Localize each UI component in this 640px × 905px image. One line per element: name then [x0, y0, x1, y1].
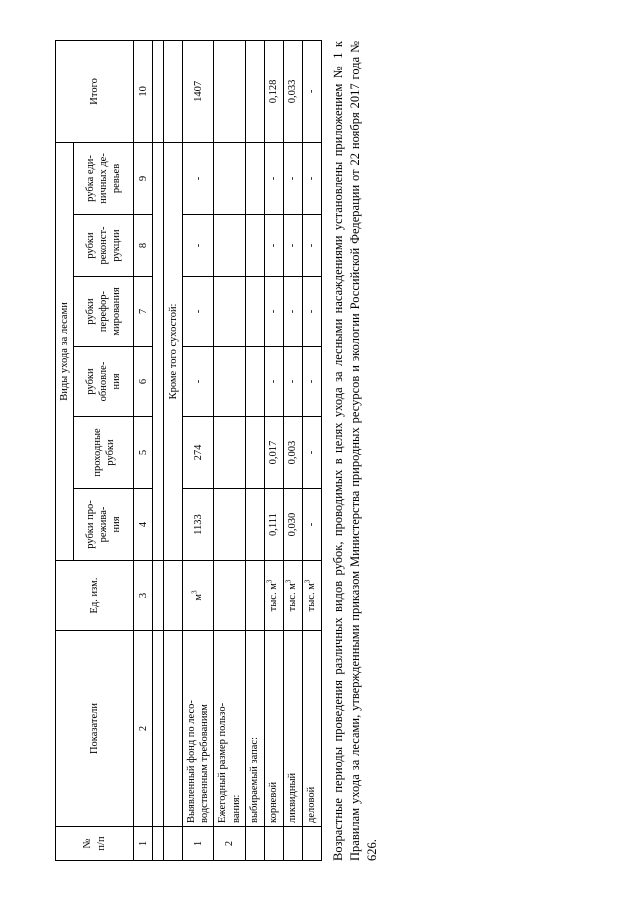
- header-thinning-l1: рубки про-: [84, 500, 96, 549]
- row-num: 1: [183, 827, 214, 861]
- header-single-l2: ничных де-: [98, 153, 110, 204]
- unit-text: м: [192, 593, 204, 601]
- unit-text: тыс. м: [268, 583, 280, 612]
- header-reconstruction-l2: реконст-: [98, 226, 110, 265]
- col-number-cell: 2: [134, 631, 153, 827]
- cell-reform: -: [302, 277, 321, 347]
- row-label-line: водственным требованиям: [199, 704, 211, 823]
- header-passing: [74, 417, 134, 489]
- deadwood-span-row: [164, 40, 183, 860]
- unit-sup: 3: [265, 579, 274, 584]
- header-reconstruction: [74, 215, 134, 277]
- cell-total: [214, 40, 245, 142]
- unit-sup: 3: [190, 590, 199, 594]
- col-number-cell: 4: [134, 489, 153, 561]
- row-label-line: Ежегодный размер пользо-: [217, 702, 229, 823]
- cell-renewal: -: [283, 347, 302, 417]
- cell-reform: -: [264, 277, 283, 347]
- header-reconstruction-l1: рубки: [84, 232, 96, 259]
- cell-reconstruction: -: [302, 215, 321, 277]
- header-passing-l1: проходные: [91, 428, 103, 477]
- cell-renewal: -: [183, 347, 214, 417]
- table-container: [55, 41, 322, 861]
- header-group: Виды ухода за лесами: [56, 142, 74, 560]
- cell-passing: [245, 417, 264, 489]
- cell-single-trees: [214, 142, 245, 214]
- cell-reconstruction: -: [283, 215, 302, 277]
- col-number-cell: 10: [134, 40, 153, 142]
- col-number-cell: 8: [134, 215, 153, 277]
- row-label: деловой: [302, 631, 321, 827]
- row-unit: [302, 561, 321, 631]
- cell-single-trees: -: [302, 142, 321, 214]
- table-row: [245, 40, 264, 860]
- footnote-paragraph: Возрастные периоды проведения различных видов рубок, проводимых в целях ухода за лесными насаждениями установлены приложением № 1 к Правилам ухода за лесами, утвержденными приказом Министерства природных ресурсов и экологии Российской Федерации от 22 ноября 2017 года № 626.: [330, 41, 379, 861]
- unit-sup: 3: [284, 579, 293, 584]
- cell-reconstruction: [245, 215, 264, 277]
- table-row: [214, 40, 245, 860]
- header-unit: Ед. изм.: [56, 561, 134, 631]
- header-renewal: [74, 347, 134, 417]
- cell-reform: [214, 277, 245, 347]
- header-num-line1: №: [82, 838, 94, 849]
- cell-passing: [214, 417, 245, 489]
- row-label: [214, 631, 245, 827]
- row-num: [283, 827, 302, 861]
- cell-total: 1407: [183, 40, 214, 142]
- row-unit: [214, 561, 245, 631]
- cell-renewal: -: [302, 347, 321, 417]
- cell-reconstruction: -: [183, 215, 214, 277]
- row-unit: [283, 561, 302, 631]
- header-thinning-l3: ния: [111, 516, 123, 533]
- table-row: [183, 40, 214, 860]
- cell-single-trees: [245, 142, 264, 214]
- row-label: выбираемый запас:: [245, 631, 264, 827]
- col-number-cell: 7: [134, 277, 153, 347]
- row-unit: [183, 561, 214, 631]
- header-single-l3: ревьев: [111, 163, 123, 194]
- cell-thinning: 1133: [183, 489, 214, 561]
- cell-reconstruction: [214, 215, 245, 277]
- col-number-cell: 9: [134, 142, 153, 214]
- cell-single-trees: -: [264, 142, 283, 214]
- row-num: [245, 827, 264, 861]
- cell-renewal: -: [264, 347, 283, 417]
- header-renewal-l3: ния: [111, 373, 123, 390]
- header-reform-l2: перефор-: [98, 290, 110, 333]
- cell-thinning: [214, 489, 245, 561]
- header-row-main: [56, 40, 74, 860]
- cell-thinning: -: [302, 489, 321, 561]
- header-thinning-l2: режива-: [98, 506, 110, 543]
- row-num: 2: [214, 827, 245, 861]
- row-label-line: вания:: [230, 794, 242, 823]
- header-num: [56, 827, 134, 861]
- forest-care-table: [55, 40, 322, 861]
- cell-total: -: [302, 40, 321, 142]
- unit-text: тыс. м: [306, 583, 318, 612]
- row-unit: [264, 561, 283, 631]
- header-passing-l2: рубки: [104, 439, 116, 466]
- cell-thinning: 0,030: [283, 489, 302, 561]
- cell-reform: -: [283, 277, 302, 347]
- header-num-line2: п/п: [95, 836, 107, 851]
- cell-single-trees: -: [283, 142, 302, 214]
- cell-single-trees: -: [183, 142, 214, 214]
- row-unit: [245, 561, 264, 631]
- header-reform-l1: рубки: [84, 298, 96, 325]
- row-label: корневой: [264, 631, 283, 827]
- cell-total: 0,033: [283, 40, 302, 142]
- cell-thinning: 0,111: [264, 489, 283, 561]
- column-numbers-row: [134, 40, 153, 860]
- cell-renewal: [214, 347, 245, 417]
- table-row: [264, 40, 283, 860]
- col-number-cell: 5: [134, 417, 153, 489]
- cell-total: [245, 40, 264, 142]
- table-row: [283, 40, 302, 860]
- spacer-row: [153, 40, 164, 860]
- row-num: [264, 827, 283, 861]
- header-thinning: [74, 489, 134, 561]
- header-total: Итого: [56, 40, 134, 142]
- row-label-line: Выявленный фонд по лесо-: [186, 700, 198, 823]
- cell-passing: 0,017: [264, 417, 283, 489]
- header-indicators: Показатели: [56, 631, 134, 827]
- unit-text: тыс. м: [287, 583, 299, 612]
- header-reform-l3: мирования: [111, 287, 123, 336]
- cell-passing: 0,003: [283, 417, 302, 489]
- header-single-trees: [74, 142, 134, 214]
- header-reconstruction-l3: рукции: [111, 229, 123, 262]
- col-number-cell: 1: [134, 827, 153, 861]
- cell-renewal: [245, 347, 264, 417]
- cell-thinning: [245, 489, 264, 561]
- row-label: [183, 631, 214, 827]
- header-single-l1: рубка еди-: [84, 155, 96, 202]
- header-reform: [74, 277, 134, 347]
- cell-reform: [245, 277, 264, 347]
- deadwood-note: Кроме того сухостой:: [164, 142, 183, 560]
- cell-reconstruction: -: [264, 215, 283, 277]
- header-renewal-l2: обновле-: [98, 361, 110, 402]
- cell-passing: 274: [183, 417, 214, 489]
- row-num: [302, 827, 321, 861]
- col-number-cell: 6: [134, 347, 153, 417]
- row-label: ликвидный: [283, 631, 302, 827]
- header-renewal-l1: рубки: [84, 368, 96, 395]
- cell-total: 0,128: [264, 40, 283, 142]
- unit-sup: 3: [303, 579, 312, 584]
- cell-passing: -: [302, 417, 321, 489]
- cell-reform: -: [183, 277, 214, 347]
- col-number-cell: 3: [134, 561, 153, 631]
- table-row: [302, 40, 321, 860]
